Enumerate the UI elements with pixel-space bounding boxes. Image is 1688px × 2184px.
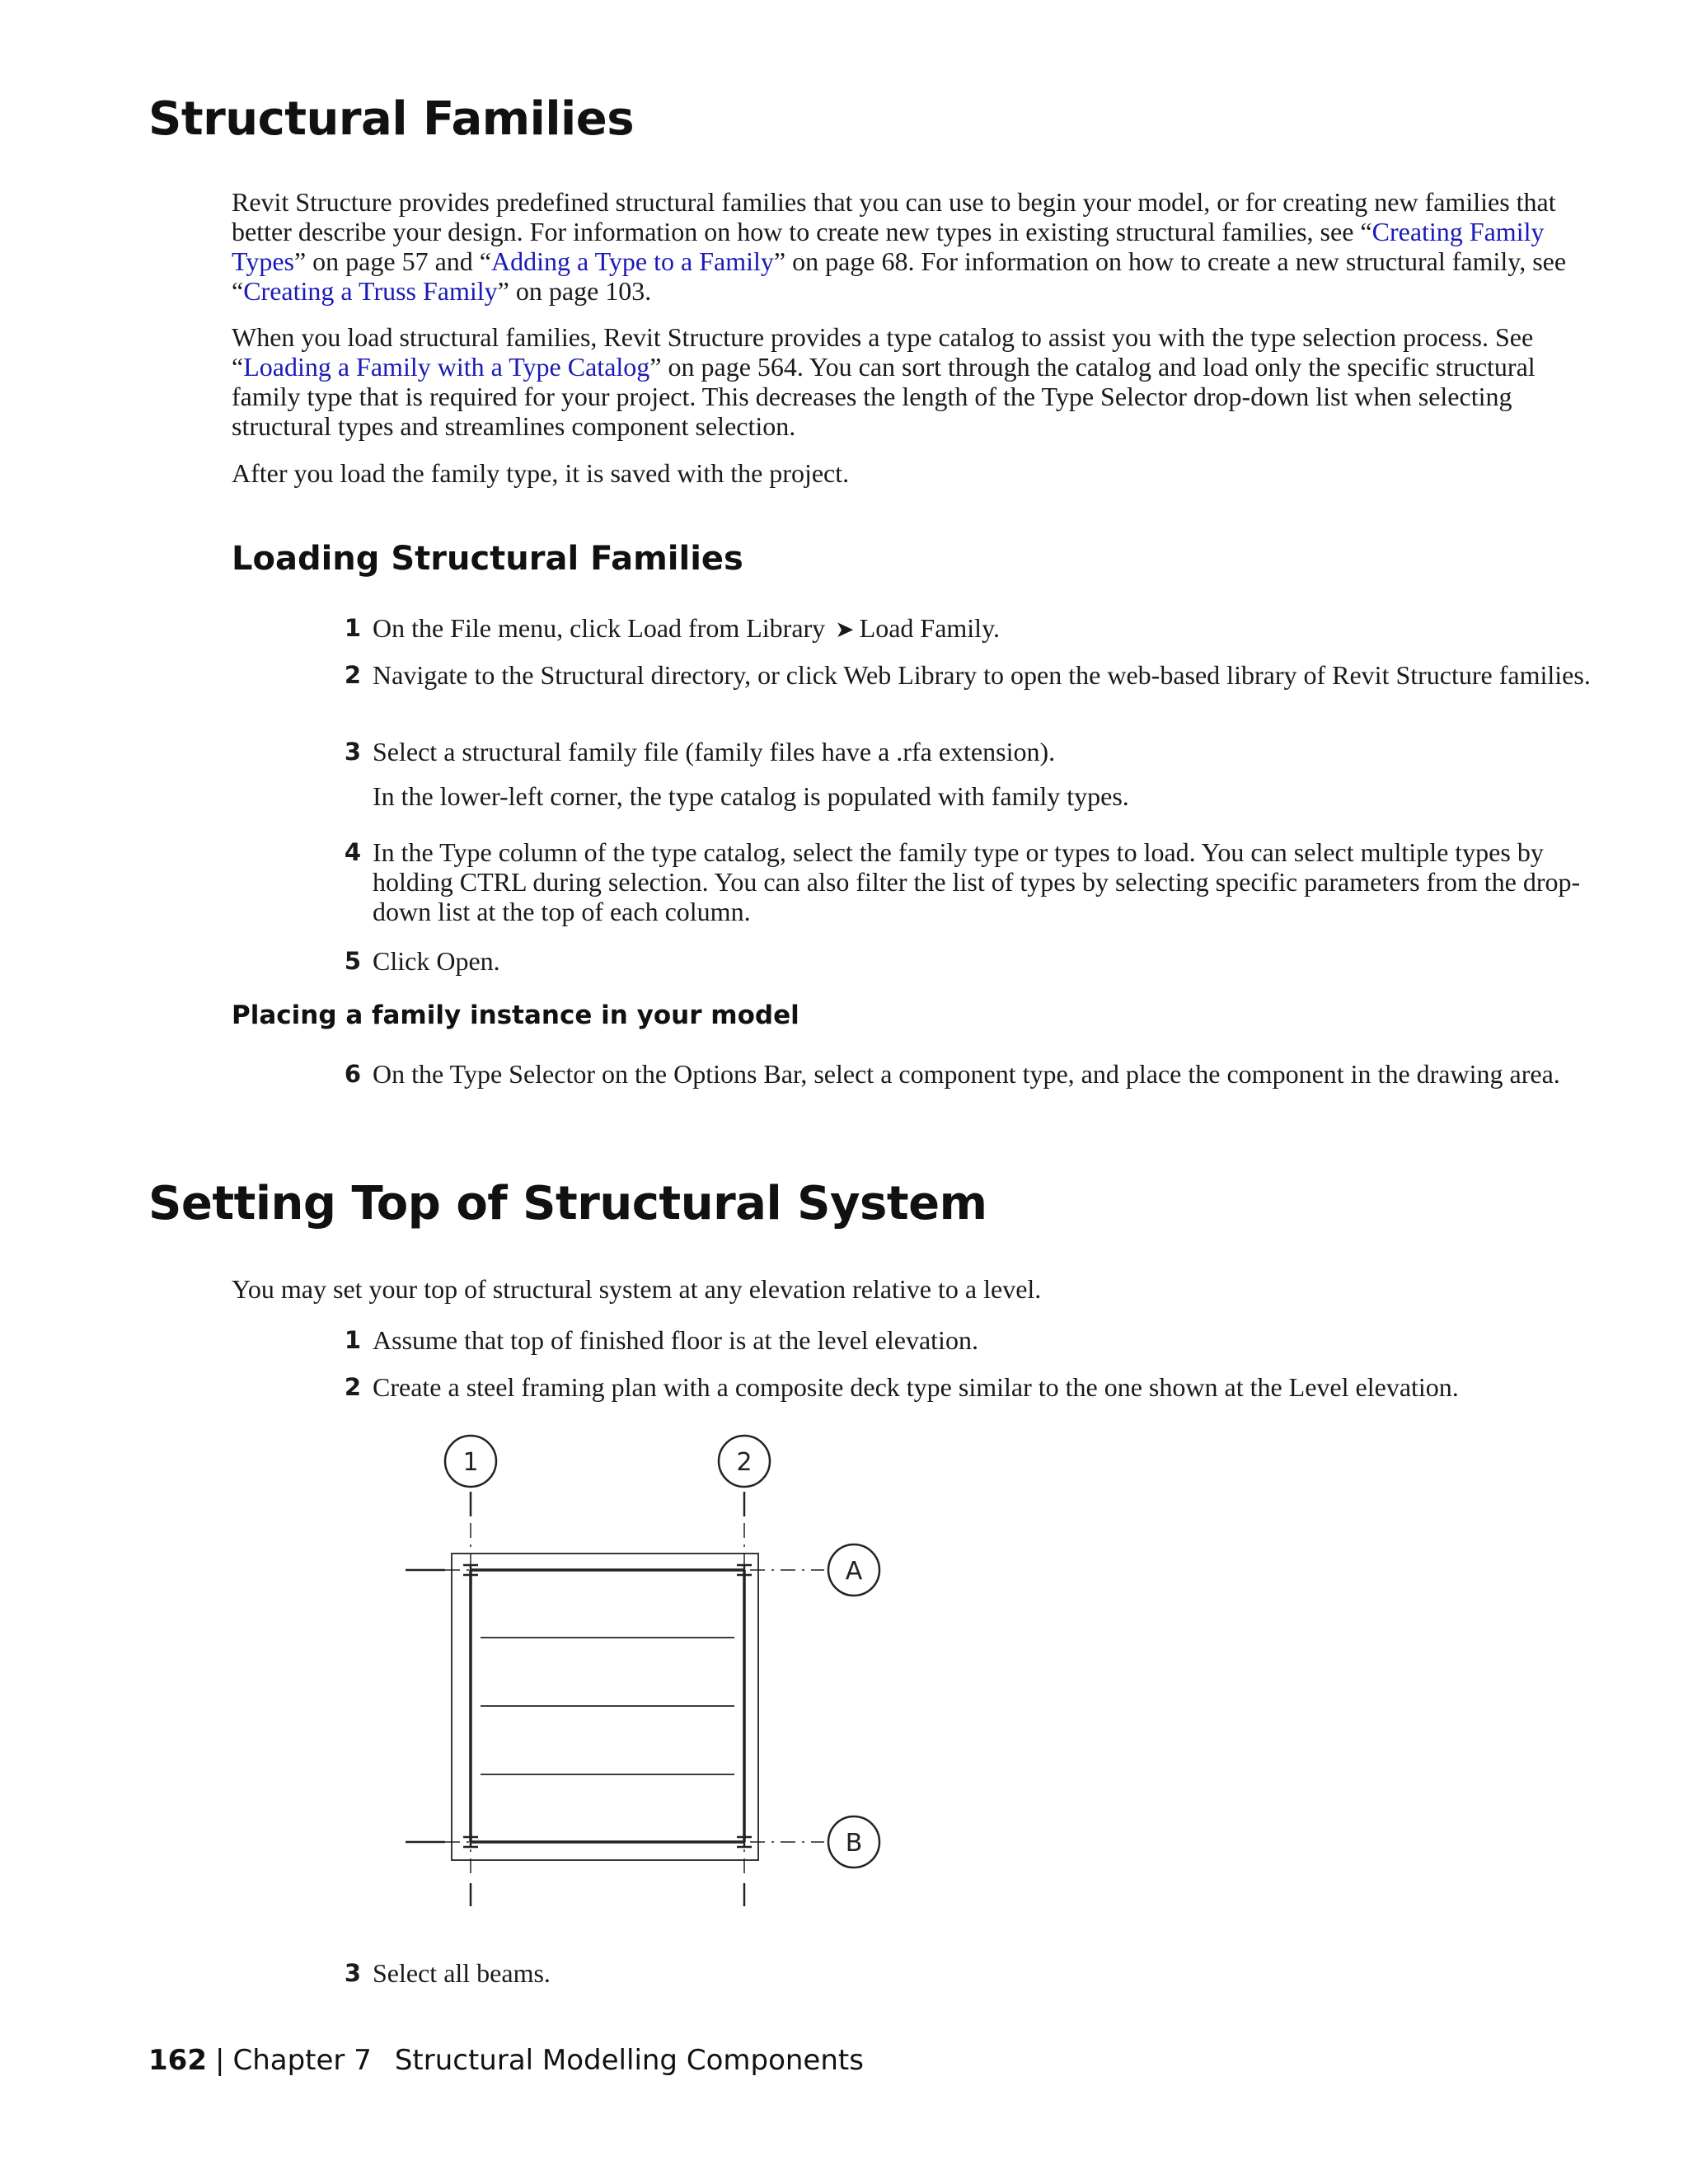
menu-arrow-icon: ➤ bbox=[835, 616, 855, 643]
text-run: On the File menu, click Load from Library bbox=[373, 613, 826, 643]
step-text: Select all beams. bbox=[373, 1958, 551, 1988]
text-run: Revit Structure provides predefined structural families that you can use to begin your model, or for creating new families that better describe your design. For information on how to create new types in existing structural families, see “ bbox=[232, 187, 1556, 246]
heading-structural-families: Structural Families bbox=[148, 92, 635, 146]
step-1 bbox=[330, 1325, 1591, 1355]
footer-separator: | bbox=[214, 2044, 225, 2077]
step-number: 3 bbox=[344, 1959, 361, 1987]
step-3 bbox=[330, 1958, 1591, 1988]
step-4 bbox=[330, 837, 1591, 926]
step-text: Assume that top of finished floor is at the level elevation. bbox=[373, 1325, 978, 1355]
page-number: 162 bbox=[148, 2044, 207, 2077]
chapter-title: Structural Modelling Components bbox=[394, 2044, 864, 2077]
grid-label-1: 1 bbox=[462, 1448, 479, 1477]
step-3 bbox=[330, 737, 1591, 766]
step-6 bbox=[330, 1059, 1591, 1089]
paragraph-intro bbox=[232, 187, 1590, 306]
link-creating-truss-family[interactable]: Creating a Truss Family bbox=[243, 276, 498, 306]
step-text: On the Type Selector on the Options Bar, select a component type, and place the component in the drawing area. bbox=[373, 1059, 1560, 1089]
step-number: 5 bbox=[344, 947, 361, 975]
step-1 bbox=[330, 613, 1591, 644]
step-text bbox=[373, 613, 1591, 644]
link-adding-type-to-family[interactable]: Adding a Type to a Family bbox=[490, 246, 774, 276]
step-2 bbox=[330, 660, 1591, 690]
text-run: ” on page 68. For information on how to create a new structural family, see “ bbox=[232, 246, 1567, 306]
text-run: ” on page 103. bbox=[497, 276, 652, 306]
framing-plan-diagram bbox=[396, 1426, 907, 1929]
text-run: When you load structural families, Revit Structure provides a type catalog to assist you with the type selection process. See “ bbox=[232, 322, 1534, 382]
grid-label-a: A bbox=[845, 1557, 863, 1586]
link-creating-family-types[interactable]: Creating Family Types bbox=[232, 217, 1545, 276]
step-number: 2 bbox=[344, 1373, 361, 1401]
subheading-placing-instance: Placing a family instance in your model bbox=[232, 1001, 799, 1030]
step-number: 1 bbox=[344, 1326, 361, 1354]
step-2 bbox=[330, 1372, 1591, 1402]
step-number: 2 bbox=[344, 661, 361, 689]
paragraph-saved: After you load the family type, it is saved with the project. bbox=[232, 458, 850, 488]
step-3-note: In the lower-left corner, the type catalog is populated with family types. bbox=[373, 781, 1129, 811]
step-text: Navigate to the Structural directory, or click Web Library to open the web-based library of Revit Structure families. bbox=[373, 660, 1591, 690]
step-number: 3 bbox=[344, 738, 361, 766]
heading-loading-structural-families: Loading Structural Families bbox=[232, 540, 743, 578]
step-text: In the Type column of the type catalog, select the family type or types to load. You can select multiple types by holding CTRL during selection. You can also filter the list of types by selecting specific parameters from the drop-down list at the top of each column. bbox=[373, 837, 1581, 926]
text-run: ” on page 57 and “ bbox=[293, 246, 491, 276]
link-loading-family-type-catalog[interactable]: Loading a Family with a Type Catalog bbox=[243, 352, 650, 382]
step-number: 6 bbox=[344, 1060, 361, 1088]
text-run: Load Family. bbox=[859, 613, 1000, 643]
step-number: 4 bbox=[344, 838, 361, 866]
slab-edge bbox=[452, 1554, 758, 1860]
step-number: 1 bbox=[344, 614, 361, 642]
grid-label-b: B bbox=[845, 1829, 863, 1858]
grid-label-2: 2 bbox=[736, 1448, 753, 1477]
step-5 bbox=[330, 946, 1591, 976]
paragraph-type-catalog bbox=[232, 322, 1590, 441]
step-text: Create a steel framing plan with a composite deck type similar to the one shown at the Level elevation. bbox=[373, 1372, 1459, 1402]
step-text: Select a structural family file (family files have a .rfa extension). bbox=[373, 737, 1056, 766]
paragraph-top-of-structure: You may set your top of structural system at any elevation relative to a level. bbox=[232, 1274, 1042, 1304]
chapter-number: Chapter 7 bbox=[232, 2044, 372, 2077]
text-run: ” on page 564. You can sort through the catalog and load only the specific structural family type that is required for your project. This decreases the length of the Type Selector drop-down list when selecting structural types and streamlines component selection. bbox=[232, 352, 1536, 441]
page-footer bbox=[148, 2044, 864, 2077]
step-text: Click Open. bbox=[373, 946, 500, 976]
heading-setting-top-structural-system: Setting Top of Structural System bbox=[148, 1177, 987, 1230]
